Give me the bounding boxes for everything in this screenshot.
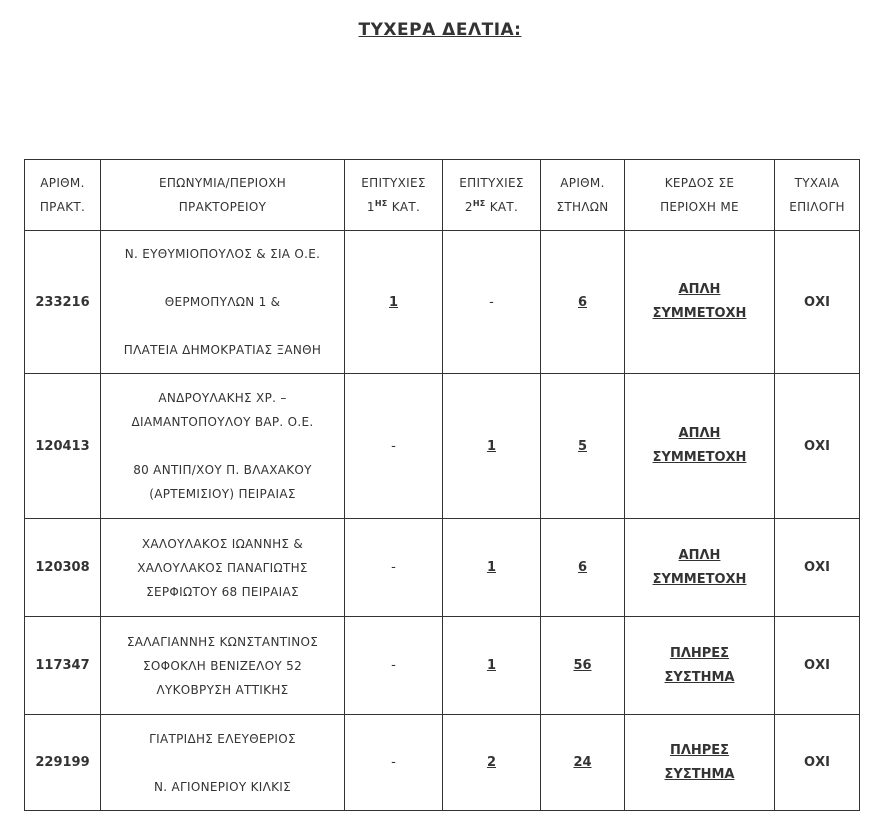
header-agency-code: ΑΡΙΘΜ. ΠΡΑΚΤ. xyxy=(25,160,101,231)
page-title: ΤΥΧΕΡΑ ΔΕΛΤΙΑ: xyxy=(358,20,522,40)
profit-type: ΑΠΛΗ ΣΥΜΜΕΤΟΧΗ xyxy=(625,374,775,519)
first-category-wins: - xyxy=(345,617,443,715)
profit-type: ΠΛΗΡΕΣ ΣΥΣΤΗΜΑ xyxy=(625,617,775,715)
agency-details: ΑΝΔΡΟΥΛΑΚΗΣ ΧΡ. – ΔΙΑΜΑΝΤΟΠΟΥΛΟΥ ΒΑΡ. Ο.Ε. 80 ΑΝΤΙΠ/ΧΟΥ Π. ΒΛΑΧΑΚΟΥ (ΑΡΤΕΜΙΣΙΟΥ) ΠΕΙΡΑΙΑΣ xyxy=(101,374,345,519)
header-row xyxy=(25,160,860,231)
columns-count: 56 xyxy=(541,617,625,715)
first-category-wins: 1 xyxy=(345,231,443,374)
random-pick: ΟΧΙ xyxy=(775,374,860,519)
agency-details: ΧΑΛΟΥΛΑΚΟΣ ΙΩΑΝΝΗΣ & ΧΑΛΟΥΛΑΚΟΣ ΠΑΝΑΓΙΩΤΗΣ ΣΕΡΦΙΩΤΟΥ 68 ΠΕΙΡΑΙΑΣ xyxy=(101,519,345,617)
profit-type: ΠΛΗΡΕΣ ΣΥΣΤΗΜΑ xyxy=(625,715,775,811)
table-row xyxy=(25,231,860,374)
table-row xyxy=(25,374,860,519)
columns-count: 6 xyxy=(541,231,625,374)
random-pick: ΟΧΙ xyxy=(775,715,860,811)
table-row xyxy=(25,715,860,811)
columns-count: 6 xyxy=(541,519,625,617)
agency-code: 120308 xyxy=(25,519,101,617)
profit-type: ΑΠΛΗ ΣΥΜΜΕΤΟΧΗ xyxy=(625,519,775,617)
second-category-wins: 1 xyxy=(443,374,541,519)
header-first-category: ΕΠΙΤΥΧΙΕΣ $1^{H\Sigma}$ ΚΑΤ. xyxy=(345,160,443,231)
agency-details: ΣΑΛΑΓΙΑΝΝΗΣ ΚΩΝΣΤΑΝΤΙΝΟΣ ΣΟΦΟΚΛΗ ΒΕΝΙΖΕΛΟΥ 52 ΛΥΚΟΒΡΥΣΗ ΑΤΤΙΚΗΣ xyxy=(101,617,345,715)
header-random-pick: ΤΥΧΑΙΑ ΕΠΙΛΟΓΗ xyxy=(775,160,860,231)
random-pick: ΟΧΙ xyxy=(775,617,860,715)
columns-count: 5 xyxy=(541,374,625,519)
first-category-wins: - xyxy=(345,519,443,617)
table-row xyxy=(25,519,860,617)
first-category-wins: - xyxy=(345,715,443,811)
agency-code: 233216 xyxy=(25,231,101,374)
random-pick: ΟΧΙ xyxy=(775,231,860,374)
winning-tickets-table xyxy=(24,159,860,811)
agency-details: Ν. ΕΥΘΥΜΙΟΠΟΥΛΟΣ & ΣΙΑ Ο.Ε. ΘΕΡΜΟΠΥΛΩΝ 1 & ΠΛΑΤΕΙΑ ΔΗΜΟΚΡΑΤΙΑΣ ΞΑΝΘΗ xyxy=(101,231,345,374)
columns-count: 24 xyxy=(541,715,625,811)
random-pick: ΟΧΙ xyxy=(775,519,860,617)
agency-code: 117347 xyxy=(25,617,101,715)
header-columns-count: ΑΡΙΘΜ. ΣΤΗΛΩΝ xyxy=(541,160,625,231)
agency-code: 229199 xyxy=(25,715,101,811)
agency-details: ΓΙΑΤΡΙΔΗΣ ΕΛΕΥΘΕΡΙΟΣ Ν. ΑΓΙΟΝΕΡΙΟΥ ΚΙΛΚΙΣ xyxy=(101,715,345,811)
second-category-wins: 1 xyxy=(443,617,541,715)
table-row xyxy=(25,617,860,715)
profit-type: ΑΠΛΗ ΣΥΜΜΕΤΟΧΗ xyxy=(625,231,775,374)
agency-code: 120413 xyxy=(25,374,101,519)
header-profit: ΚΕΡΔΟΣ ΣΕ ΠΕΡΙΟΧΗ ΜΕ xyxy=(625,160,775,231)
second-category-wins: - xyxy=(443,231,541,374)
second-category-wins: 1 xyxy=(443,519,541,617)
first-category-wins: - xyxy=(345,374,443,519)
second-category-wins: 2 xyxy=(443,715,541,811)
header-agency-name: ΕΠΩΝΥΜΙΑ/ΠΕΡΙΟΧΗ ΠΡΑΚΤΟΡΕΙΟΥ xyxy=(101,160,345,231)
header-second-category: ΕΠΙΤΥΧΙΕΣ $2^{H\Sigma}$ ΚΑΤ. xyxy=(443,160,541,231)
